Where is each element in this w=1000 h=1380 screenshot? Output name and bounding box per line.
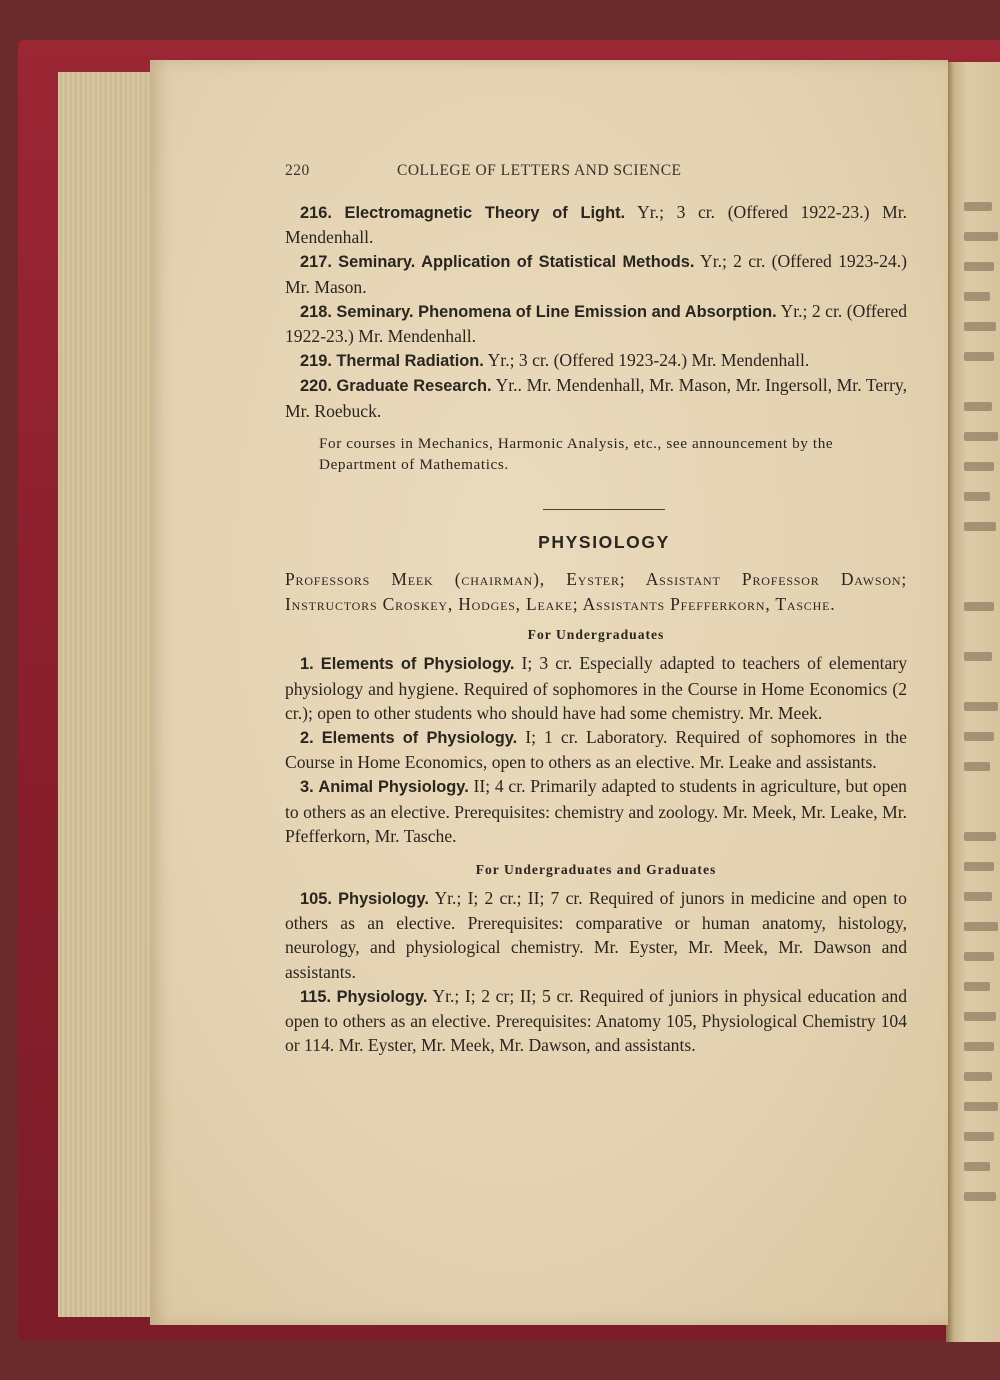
course-entry [285, 984, 907, 1058]
course-description: II; 4 cr. Primarily adapted to students in agriculture, but open to others as an elective. Prerequisites: chemistry and zoology. Mr. Meek, Mr. Leake, Mr. Pfefferkorn, Mr. Tasche. [285, 776, 907, 846]
section-title: PHYSIOLOGY [538, 532, 670, 553]
course-entry [285, 299, 907, 348]
page-number: 220 [285, 162, 310, 179]
course-description: Yr.; 3 cr. (Offered 1923-24.) Mr. Mendenhall. [483, 350, 810, 371]
section-divider [543, 509, 665, 511]
undergrad-heading: For Undergraduates [527, 627, 665, 643]
course-entry [285, 249, 907, 298]
course-number: 218. [300, 302, 332, 321]
course-title: Animal Physiology. [318, 778, 469, 797]
course-description: Yr.; 2 cr. (Offered 1923-24.) Mr. Mason. [285, 251, 907, 297]
course-entry [285, 651, 907, 725]
grad-course-list [285, 886, 907, 1057]
course-number: 219. [300, 352, 332, 371]
course-title: Physiology. [338, 889, 429, 908]
faculty-list: Professors Meek (chairman), Eyster; Assistant Professor Dawson; Instructors Croskey, Hodges, Leake; Assistants Pfefferkorn, Tasche. [285, 569, 907, 614]
course-title: Thermal Radiation. [336, 352, 484, 371]
course-number: 220. [300, 377, 332, 396]
course-entry [285, 725, 907, 774]
physics-note: For courses in Mechanics, Harmonic Analysis, etc., see announcement by the Department of Mathematics. [319, 434, 834, 473]
course-title: Physiology. [336, 987, 428, 1006]
course-number: 3. [300, 778, 314, 797]
adjacent-page-edge [946, 62, 1000, 1342]
course-title: Elements of Physiology. [321, 728, 518, 747]
course-entry [285, 348, 907, 373]
course-title: Seminary. Phenomena of Line Emission and Absorption. [336, 302, 777, 321]
course-description: Yr.; 2 cr. (Offered 1922-23.) Mr. Mendenhall. [285, 300, 907, 347]
course-title: Graduate Research. [336, 377, 492, 396]
course-number: 216. [300, 204, 332, 222]
course-number: 2. [300, 728, 314, 747]
course-entry [285, 774, 907, 848]
course-description: Yr.; I; 2 cr.; II; 7 cr. Required of junors in medicine and open to others as an elective. Prerequisites: comparative or human anatomy, histology, neurology, and physiological chemistry. Mr. Eyster, Mr. Meek, Mr. Dawson and assistants. [285, 887, 907, 982]
course-entry [285, 200, 907, 249]
course-number: 217. [300, 253, 332, 272]
course-number: 105. [300, 889, 332, 908]
course-description: I; 3 cr. Especially adapted to teachers of elementary physiology and hygiene. Required of sophomores in the Course in Home Economics (2 cr.); open to other students who should have had some chemistry. Mr. Meek. [285, 653, 908, 723]
course-title: Electromagnetic Theory of Light. [344, 204, 626, 222]
course-description: Yr.; 3 cr. (Offered 1922-23.) Mr. Mendenhall. [285, 202, 908, 248]
course-number: 1. [300, 655, 314, 674]
page-content [285, 158, 907, 1057]
course-entry [285, 373, 907, 422]
running-head [285, 158, 907, 188]
course-title: Seminary. Application of Statistical Methods. [338, 253, 695, 272]
course-entry [285, 886, 907, 984]
undergrad-course-list [285, 651, 907, 848]
course-description: I; 1 cr. Laboratory. Required of sophomores in the Course in Home Economics, open to others as an elective. Mr. Leake and assistants. [285, 726, 907, 773]
course-description: Yr.; I; 2 cr; II; 5 cr. Required of juniors in physical education and open to others as an elective. Prerequisites: Anatomy 105, Physiological Chemistry 104 or 114. Mr. Eyster, Mr. Meek, Mr. Dawson, and assistants. [285, 985, 907, 1056]
course-description: Yr.. Mr. Mendenhall, Mr. Mason, Mr. Ingersoll, Mr. Terry, Mr. Roebuck. [285, 375, 907, 421]
physics-course-list [285, 200, 907, 423]
course-number: 115. [300, 987, 331, 1006]
running-title: COLLEGE OF LETTERS AND SCIENCE [397, 162, 682, 179]
grad-heading: For Undergraduates and Graduates [475, 861, 717, 877]
course-title: Elements of Physiology. [320, 655, 515, 674]
